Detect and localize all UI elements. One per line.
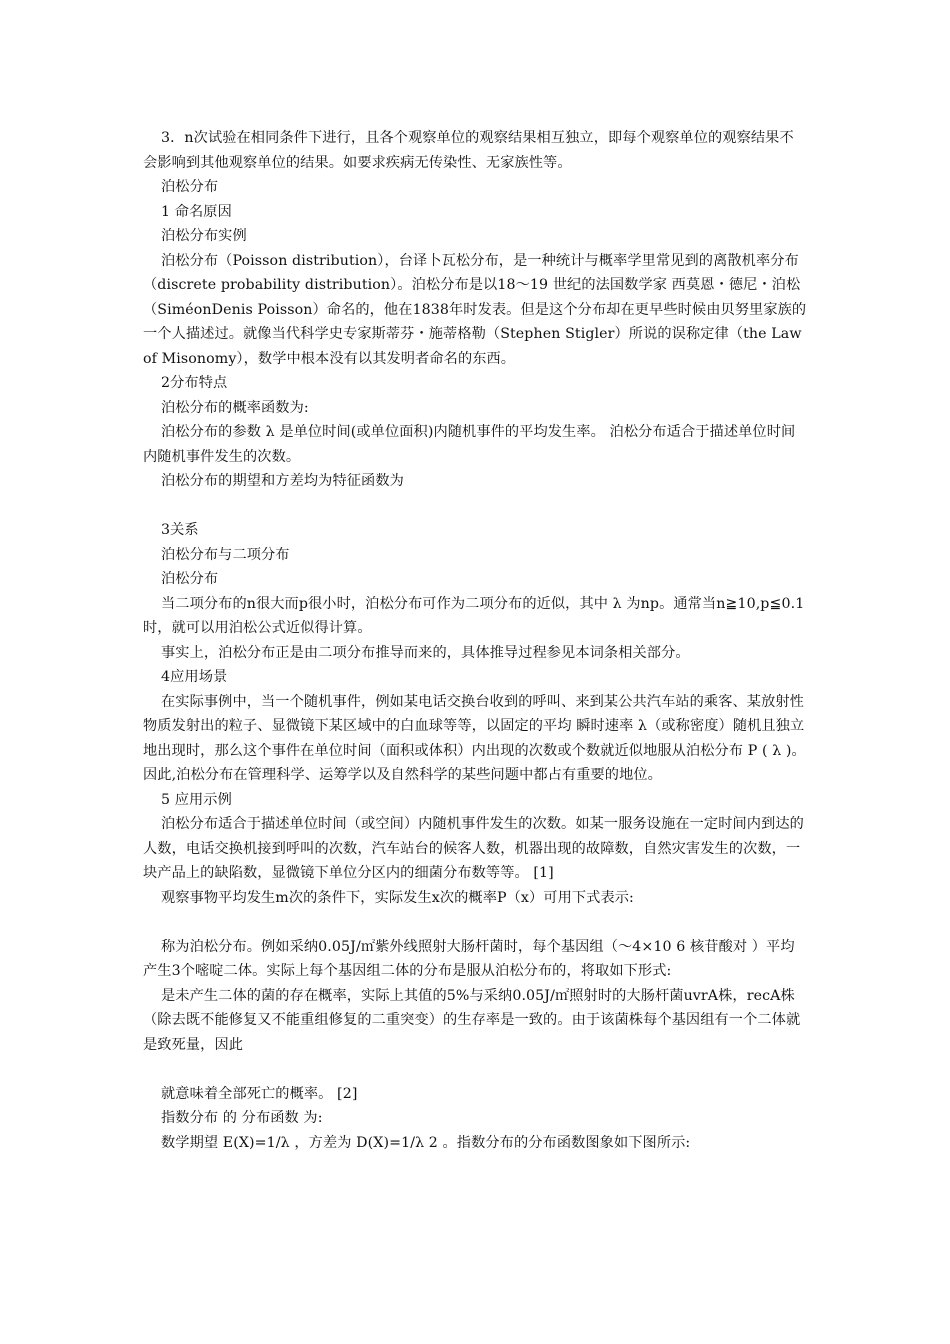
paragraph-binomial-approximation: 当二项分布的n很大而p很小时，泊松分布可作为二项分布的近似，其中 λ 为np。通常当n≧10,p≦0.1时，就可以用泊松公式近似得计算。 [143, 595, 805, 636]
heading-application-examples: 5 应用示例 [161, 791, 232, 808]
paragraph-expectation-variance: 泊松分布的期望和方差均为特征函数为 [161, 473, 404, 489]
heading-poisson-sub: 泊松分布 [161, 571, 219, 587]
heading-relationship: 3关系 [161, 522, 199, 538]
heading-naming-origin: 1 命名原因 [161, 203, 232, 220]
paragraph-observation-independence: 3．n次试验在相同条件下进行，且各个观察单位的观察结果相互独立，即每个观察单位的观察结果不会影响到其他观察单位的结果。如要求疾病无传染性、无家族性等。 [143, 130, 794, 171]
heading-distribution-features: 2分布特点 [161, 375, 228, 391]
paragraph-uv-ecoli-example: 称为泊松分布。例如采纳0.05J/㎡紫外线照射大肠杆菌时，每个基因组（～4×10 6 核苷酸对 ）平均产生3个嘧啶二体。实际上每个基因组二体的分布是服从泊松分布的，将取如下形式: [143, 938, 795, 979]
paragraph-application-description: 在实际事例中，当一个随机事件，例如某电话交换台收到的呼叫、来到某公共汽车站的乘客、某放射性物质发射出的粒子、显微镜下某区域中的白血球等等，以固定的平均 瞬时速率 λ（或称密度）随机且独立地出现时，那么这个事件在单位时间（面积或体积）内出现的次数或个数就近似地服从泊松分布 P ( λ )。因此,泊松分布在管理科学、运筹学以及自然科学的某些问题中都占有重要的地位。 [143, 693, 806, 783]
paragraph-examples-list: 泊松分布适合于描述单位时间（或空间）内随机事件发生的次数。如某一服务设施在一定时间内到达的人数，电话交换机接到呼叫的次数，汽车站台的候客人数，机器出现的故障数，自然灾害发生的次数，一块产品上的缺陷数，显微镜下单位分区内的细菌分布数等等。 [1] [143, 816, 804, 881]
formula-space [143, 910, 808, 935]
paragraph-survival-rate: 是未产生二体的菌的存在概率，实际上其值的5%与采纳0.05J/㎡照射时的大肠杆菌uvrA株，recA株（除去既不能修复又不能重组修复的二重突变）的生存率是一致的。由于该菌株每个基因组有一个二体就是致死量，因此 [143, 987, 801, 1053]
paragraph-probability-function: 泊松分布的概率函数为: [161, 399, 309, 416]
paragraph-total-death-probability: 就意味着全部死亡的概率。 [2] [161, 1085, 358, 1102]
paragraph-exponential-expectation: 数学期望 E(X)=1/λ ，方差为 D(X)=1/λ 2 。指数分布的分布函数图象如下图所示: [161, 1134, 691, 1151]
heading-poisson-distribution: 泊松分布 [161, 179, 219, 195]
formula-space [143, 494, 808, 519]
paragraph-lambda-parameter: 泊松分布的参数 λ 是单位时间(或单位面积)内随机事件的平均发生率。 泊松分布适合于描述单位时间内随机事件发生的次数。 [143, 424, 796, 465]
heading-poisson-and-binomial: 泊松分布与二项分布 [161, 546, 290, 563]
paragraph-probability-formula-intro: 观察事物平均发生m次的条件下，实际发生x次的概率P（x）可用下式表示: [161, 889, 634, 906]
paragraph-derivation-note: 事实上，泊松分布正是由二项分布推导而来的，具体推导过程参见本词条相关部分。 [161, 644, 690, 661]
paragraph-poisson-history: 泊松分布（Poisson distribution），台译卜瓦松分布，是一种统计与概率学里常见到的离散机率分布（discrete probability distribution）。泊松分布是以18～19 世纪的法国数学家 西莫恩・德尼・泊松 （SiméonDenis Poisson）命名的，他在1838年时发表。但是这个分布却在更早些时候由贝努里家族的一个人描述过。就像当代科学史专家斯蒂芬・施蒂格勒（Stephen Stigler）所说的误称定律（the Law of Misonomy），数学中根本没有以其发明者命名的东西。 [143, 252, 807, 367]
formula-space [143, 1057, 808, 1082]
document-body [143, 126, 808, 1155]
heading-poisson-example: 泊松分布实例 [161, 228, 247, 244]
paragraph-exponential-distribution-function: 指数分布 的 分布函数 为: [161, 1110, 323, 1126]
heading-application-scenarios: 4应用场景 [161, 669, 228, 685]
